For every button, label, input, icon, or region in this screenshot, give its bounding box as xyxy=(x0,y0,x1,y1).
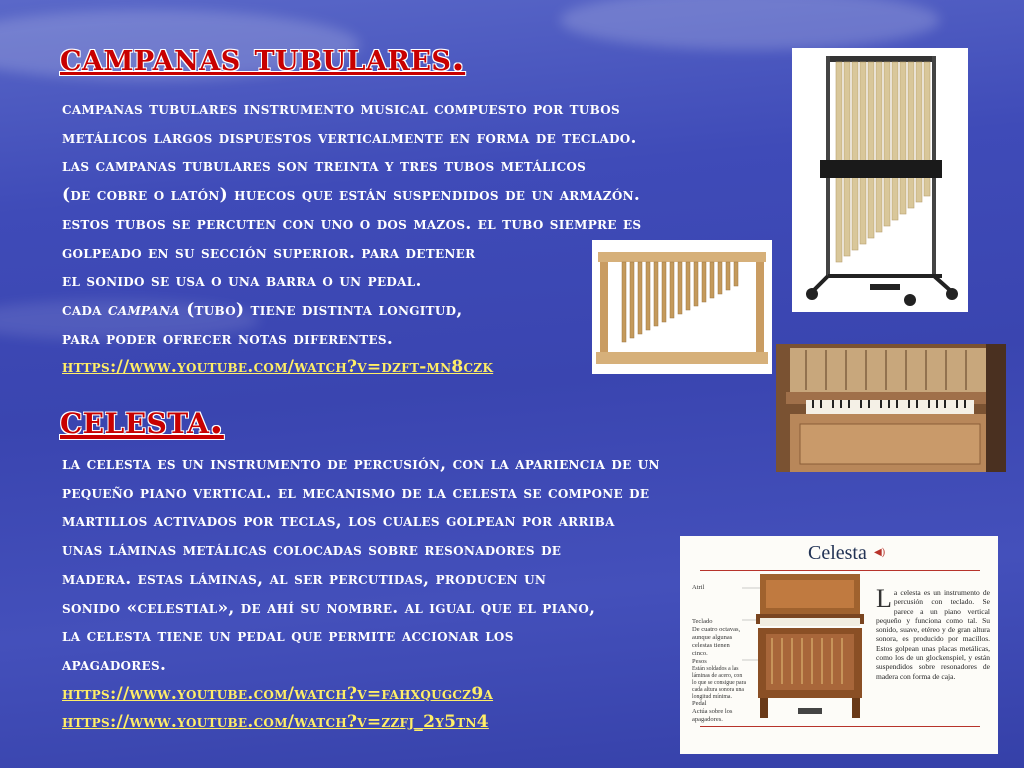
italic-word: campana xyxy=(108,299,180,320)
text-line: metálicos largos dispuestos verticalmente en forma de teclado. xyxy=(62,127,637,148)
celesta-keyboard-image xyxy=(776,344,1006,472)
label-pedal: Pedal xyxy=(692,700,707,707)
label-teclado: Teclado xyxy=(692,618,713,625)
divider xyxy=(700,570,980,571)
text-line: el sonido se usa o una barra o un pedal. xyxy=(62,271,422,292)
tubular-bells-illustration xyxy=(792,48,968,312)
tubular-chimes-illustration xyxy=(592,240,772,374)
celesta-illustration xyxy=(742,572,870,724)
label-atril: Atril xyxy=(692,584,705,591)
text-line: unas láminas metálicas colocadas sobre resonadores de xyxy=(62,540,562,561)
text-line: (de cobre o latón) huecos que están suspendidos de un armazón. xyxy=(62,185,641,206)
tubular-bells-stand-image xyxy=(792,48,968,312)
text-line: la celesta es un instrumento de percusión, con la apariencia de un xyxy=(62,454,660,474)
celesta-textbook-image xyxy=(680,536,998,754)
text-line: la celesta tiene un pedal que permite accionar los xyxy=(62,626,514,647)
text-line: sonido «celestial», de ahí su nombre. al igual que el piano, xyxy=(62,597,596,618)
text-fragment: cada xyxy=(62,299,108,320)
label-teclado-desc: De cuatro octavas, aunque algunas celestas tienen cinco. xyxy=(692,626,741,657)
text-line: para poder ofrecer notas diferentes. xyxy=(62,328,394,349)
drop-cap: L xyxy=(876,584,892,613)
title-celesta: celesta. xyxy=(60,396,224,443)
text-line: madera. estas láminas, al ser percutidas, producen un xyxy=(62,568,547,589)
youtube-link-celesta-1[interactable]: https://www.youtube.com/watch?v=fahxqugcz9a xyxy=(62,683,494,704)
book-paragraph-text: a celesta es un instrumento de percusión con teclado. Se parece a un piano vertical pequeño y funciona como tal. Su sonido, suave, etéreo y de gran altura sonora, es producido por macillos. Estos golpean unas placas metálicas, como los de un glockenspiel, y están suspendidos sobre resonadores de madera con forma de caja. xyxy=(876,588,990,681)
tubular-chimes-image xyxy=(592,240,772,374)
book-title: Celesta xyxy=(808,542,867,564)
text-line: estos tubos se percuten con uno o dos mazos. el tubo siempre es xyxy=(62,213,642,234)
celesta-keyboard-illustration xyxy=(776,344,1006,472)
speaker-icon: ◀) xyxy=(874,547,886,558)
background-cloud xyxy=(560,0,940,50)
celesta-description xyxy=(62,450,660,737)
label-pesos-desc: Están soldados a las láminas de acero, con lo que se consigue para cada altura sonora una longitud mínima. xyxy=(692,666,747,700)
text-line: pequeño piano vertical. el mecanismo de la celesta se compone de xyxy=(62,482,650,503)
youtube-link-celesta-2[interactable]: https://www.youtube.com/watch?v=zzfj_2y5tn4 xyxy=(62,712,489,733)
campanas-description xyxy=(62,95,641,382)
divider xyxy=(700,726,980,727)
text-line xyxy=(62,296,641,325)
title-campanas-tubulares: campanas tubulares. xyxy=(60,34,466,79)
text-line: las campanas tubulares son treinta y tres tubos metálicos xyxy=(62,156,587,177)
text-line: golpeado en su sección superior. para detener xyxy=(62,242,476,263)
book-paragraph xyxy=(876,584,990,681)
text-line: apagadores. xyxy=(62,654,167,675)
text-fragment: (tubo) tiene distinta longitud, xyxy=(180,299,463,320)
label-pesos: Pesos xyxy=(692,658,707,665)
youtube-link-campanas[interactable]: https://www.youtube.com/watch?v=dzft-mn8czk xyxy=(62,357,494,378)
label-pedal-desc: Actúa sobre los apagadores. xyxy=(692,708,733,723)
text-line: martillos activados por teclas, los cuales golpean por arriba xyxy=(62,511,615,532)
text-line: campanas tubulares instrumento musical compuesto por tubos xyxy=(62,99,621,119)
